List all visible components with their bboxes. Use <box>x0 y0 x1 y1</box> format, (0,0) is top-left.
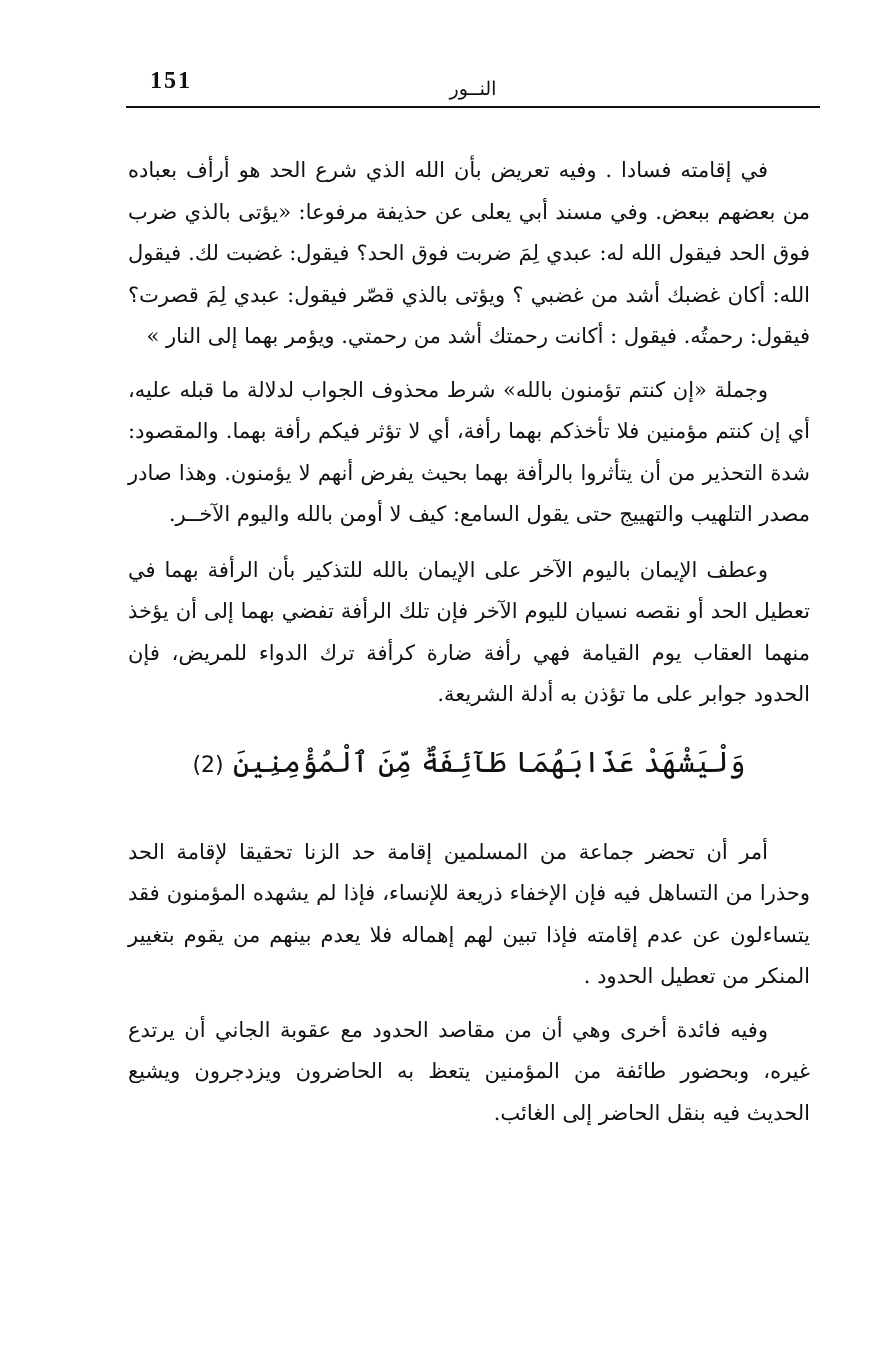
page-number: 151 <box>150 68 192 94</box>
page-header <box>126 64 820 108</box>
running-title: النــور <box>449 78 497 100</box>
paragraph: وعطف الإيمان باليوم الآخر على الإيمان بالله للتذكير بأن الرأفة بهما في تعطيل الحد أو نقصه نسيان لليوم الآخر فإن تلك الرأفة تفضي بهما إلى أن يؤخذ منهما العقاب يوم القيامة فهي رأفة ضارة كرأفة ترك الدواء للمريض، فإن الحدود جوابر على ما تؤذن به أدلة الشريعة. <box>128 557 810 706</box>
paragraph: وجملة «إن كنتم تؤمنون بالله» شرط محذوف الجواب لدلالة ما قبله عليه، أي إن كنتم مؤمنين فلا تأخذكم بهما رأفة، أي لا تؤثر فيكم رأفة بهما. والمقصود: شدة التحذير من أن يتأثروا بالرأفة بهما بحيث يفرض أنهم لا يؤمنون. وهذا صادر مصدر التلهيب والتهييج حتى يقول السامع: كيف لا أومن بالله واليوم الآخــر. <box>128 377 810 526</box>
page-body <box>128 150 810 1134</box>
verse-number: (2) <box>192 752 224 778</box>
header-rule <box>126 106 820 108</box>
paragraph: في إقامته فسادا . وفيه تعريض بأن الله الذي شرع الحد هو أرأف بعباده من بعضهم ببعض. وفي مسند أبي يعلى عن حذيفة مرفوعا: «يؤتى بالذي ضرب فوق الحد فيقول الله له: عبدي لِمَ ضربت فوق الحد؟ فيقول: غضبت لك. فيقول الله: أكان غضبك أشد من غضبي ؟ ويؤتى بالذي قصّر فيقول: عبدي لِمَ قصرت؟ فيقول: رحمتُه. فيقول : أكانت رحمتك أشد من رحمتي. ويؤمر بهما إلى النار » <box>128 158 810 348</box>
quran-verse <box>128 734 810 794</box>
paragraph: وفيه فائدة أخرى وهي أن من مقاصد الحدود مع عقوبة الجاني أن يرتدع غيره، وبحضور طائفة من المؤمنين يتعظ به الحاضرون ويزدجرون ويشيع الحديث فيه بنقل الحاضر إلى الغائب. <box>128 1017 810 1125</box>
verse-text: وَلْيَشْهَدْ عَذَابَهُمَا طَآئِفَةٌ مِّنَ ٱلْمُؤْمِنِينَ <box>232 744 746 779</box>
paragraph: أمر أن تحضر جماعة من المسلمين إقامة حد الزنا تحقيقا لإقامة الحد وحذرا من التساهل فيه فإن الإخفاء ذريعة للإنساء، فإذا لم يشهده المؤمنون فقد يتساءلون عن عدم إقامته فإذا تبين لهم إهماله فلا يعدم بينهم من يقوم بتغيير المنكر من تعطيل الحدود . <box>128 839 810 988</box>
